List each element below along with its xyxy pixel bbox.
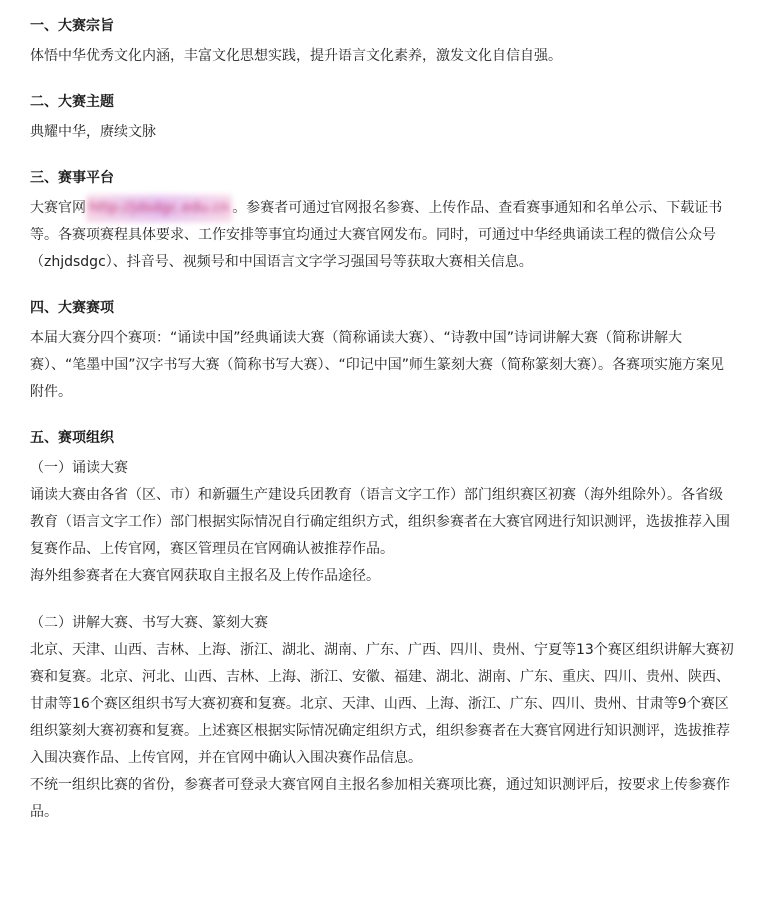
spacer	[30, 590, 735, 610]
platform-prefix: 大赛官网	[30, 200, 86, 216]
section-heading: 四、大赛赛项	[30, 300, 114, 316]
subsection-title: （一）诵读大赛	[30, 460, 128, 476]
section-heading: 三、赛事平台	[30, 170, 114, 186]
section-heading: 一、大赛宗旨	[30, 18, 114, 34]
section-paragraph: 典耀中华，赓续文脉	[30, 124, 156, 140]
section-paragraph: 不统一组织比赛的省份，参赛者可登录大赛官网自主报名参加相关赛项比赛，通过知识测评后，按要求上传参赛作品。	[30, 777, 730, 820]
section-paragraph: 诵读大赛由各省（区、市）和新疆生产建设兵团教育（语言文字工作）部门组织赛区初赛（海外组除外）。各省级教育（语言文字工作）部门根据实际情况自行确定组织方式，组织参赛者在大赛官网进行知识测评，选拔推荐入围复赛作品、上传官网，赛区管理员在官网确认被推荐作品。	[30, 487, 730, 557]
section-paragraph: 体悟中华优秀文化内涵，丰富文化思想实践，提升语言文化素养，激发文化自信自强。	[30, 48, 562, 64]
section-organization	[30, 426, 735, 826]
section-heading: 五、赛项组织	[30, 430, 114, 446]
platform-description: 。参赛者可通过官网报名参赛、上传作品、查看赛事通知和名单公示、下载证书等。各赛项赛程具体要求、工作安排等事宜均通过大赛官网发布。同时，可通过中华经典诵读工程的微信公众号（zhjdsdgc）、抖音号、视频号和中国语言文字学习强国号等获取大赛相关信息。	[30, 200, 723, 270]
section-platform	[30, 166, 735, 276]
section-heading: 二、大赛主题	[30, 94, 114, 110]
section-events	[30, 296, 735, 406]
section-purpose	[30, 14, 735, 70]
section-paragraph	[30, 195, 735, 276]
official-site-link[interactable]: http://jdsdgc.edu.cn	[86, 195, 232, 222]
section-theme	[30, 90, 735, 146]
section-paragraph: 北京、天津、山西、吉林、上海、浙江、湖北、湖南、广东、广西、四川、贵州、宁夏等13个赛区组织讲解大赛初赛和复赛。北京、河北、山西、吉林、上海、浙江、安徽、福建、湖北、湖南、广东、重庆、四川、贵州、陕西、甘肃等16个赛区组织书写大赛初赛和复赛。北京、天津、山西、上海、浙江、广东、四川、贵州、甘肃等9个赛区组织篆刻大赛初赛和复赛。上述赛区根据实际情况确定组织方式，组织参赛者在大赛官网进行知识测评，选拔推荐入围决赛作品、上传官网，并在官网中确认入围决赛作品信息。	[30, 642, 734, 766]
subsection-title: （二）讲解大赛、书写大赛、篆刻大赛	[30, 615, 268, 631]
section-paragraph: 海外组参赛者在大赛官网获取自主报名及上传作品途径。	[30, 568, 380, 584]
section-paragraph: 本届大赛分四个赛项：“诵读中国”经典诵读大赛（简称诵读大赛）、“诗教中国”诗词讲解大赛（简称讲解大赛）、“笔墨中国”汉字书写大赛（简称书写大赛）、“印记中国”师生篆刻大赛（简称篆刻大赛）。各赛项实施方案见附件。	[30, 330, 725, 400]
